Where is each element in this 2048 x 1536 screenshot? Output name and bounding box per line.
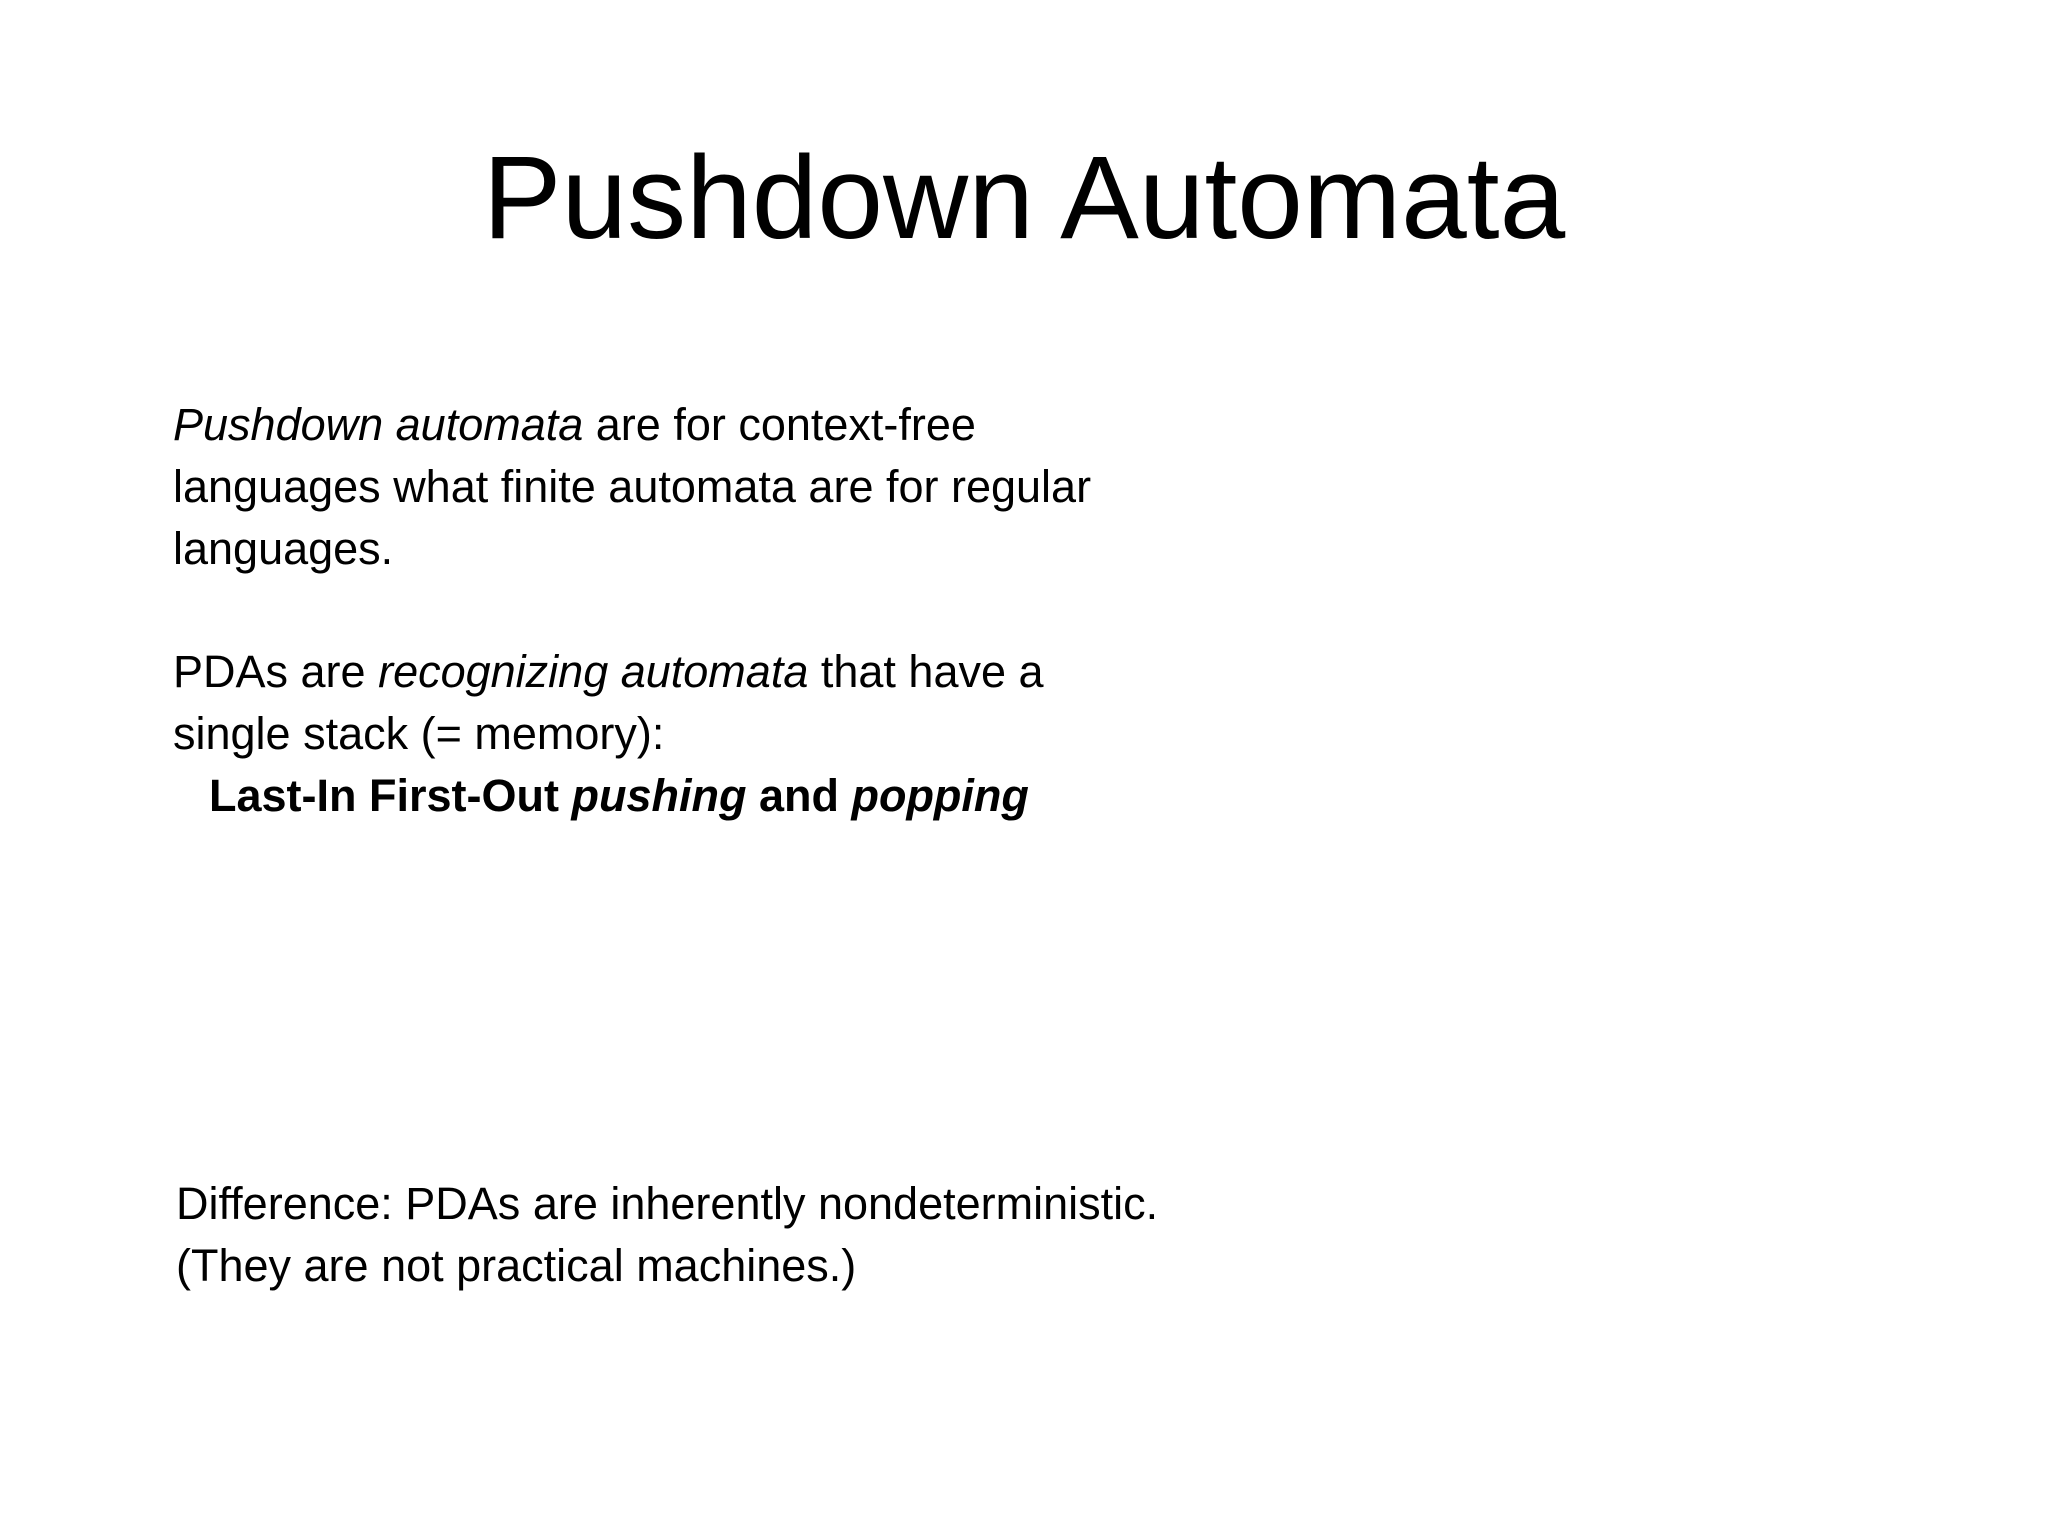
paragraph-line: (They are not practical machines.) xyxy=(176,1240,857,1291)
paragraph-line: Difference: PDAs are inherently nondeterministic. xyxy=(176,1178,1159,1229)
paragraph-line xyxy=(173,394,1193,456)
body-text: that have a xyxy=(808,646,1044,697)
paragraph-line: languages. xyxy=(173,523,394,574)
bold-text: Last-In First-Out xyxy=(209,770,572,821)
bold-emphasis-text: popping xyxy=(851,770,1029,821)
emphasis-text: recognizing automata xyxy=(378,646,809,697)
paragraph-line: languages what finite automata are for regular xyxy=(173,461,1092,512)
paragraph-line: single stack (= memory): xyxy=(173,708,665,759)
body-text: PDAs are xyxy=(173,646,379,697)
paragraph-line xyxy=(173,641,1193,703)
body-text: are for context-free xyxy=(583,399,976,450)
lifo-line xyxy=(173,765,1193,827)
bold-text: and xyxy=(746,770,852,821)
paragraph-pda-definition xyxy=(173,394,1193,580)
bold-emphasis-text: pushing xyxy=(571,770,747,821)
slide-title: Pushdown Automata xyxy=(482,132,1566,264)
paragraph-pda-stack xyxy=(173,641,1193,827)
emphasis-text: Pushdown automata xyxy=(173,399,584,450)
paragraph-difference xyxy=(176,1173,1356,1297)
